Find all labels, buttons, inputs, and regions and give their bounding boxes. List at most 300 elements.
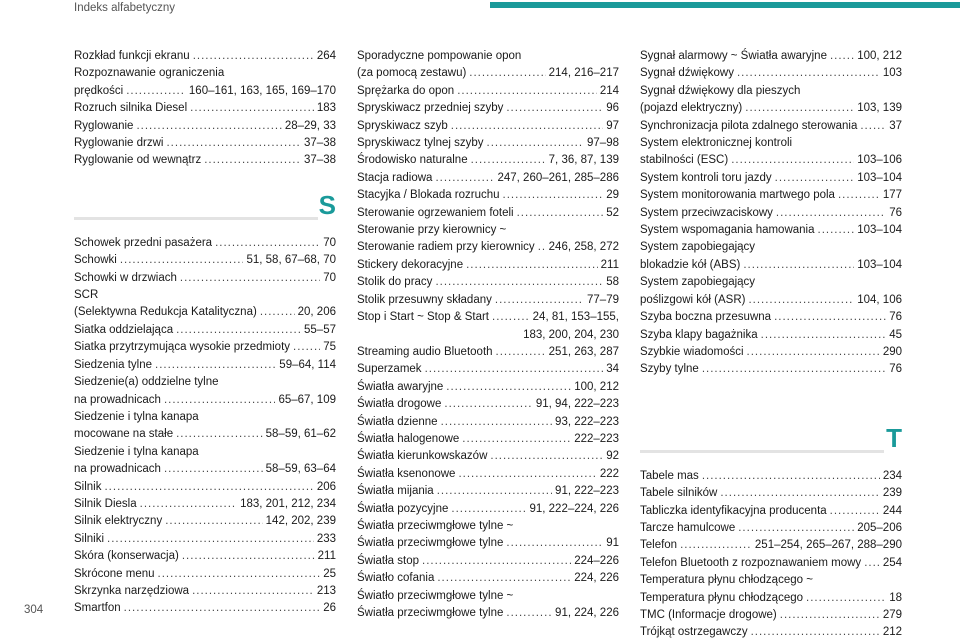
entry-term: Tabele silników — [640, 487, 718, 500]
index-line — [357, 361, 619, 378]
index-line — [74, 357, 336, 374]
index-entry — [74, 48, 336, 65]
page-number: 304 — [24, 604, 44, 616]
dot-leader — [487, 135, 584, 152]
entry-term: Szyby tylne — [640, 363, 699, 376]
entry-term: poślizgowi kół (ASR) — [640, 293, 746, 306]
dot-leader — [462, 431, 571, 448]
entry-term: System zapobiegający — [640, 241, 756, 254]
index-entry — [74, 357, 336, 374]
index-line — [357, 570, 619, 587]
dot-leader — [506, 605, 552, 622]
entry-term: Światła pozycyjne — [357, 502, 449, 515]
dot-leader — [435, 274, 603, 291]
entry-term: Ryglowanie — [74, 119, 134, 132]
page-ref: 91, 222–224, 226 — [529, 502, 619, 515]
index-line — [74, 426, 336, 443]
index-line — [74, 479, 336, 496]
index-entry — [357, 588, 619, 623]
entry-term: Światła drogowe — [357, 398, 442, 411]
index-entry — [74, 322, 336, 339]
page-ref: 28–29, 33 — [284, 119, 336, 132]
entry-term: Światła halogenowe — [357, 432, 460, 445]
index-entry — [74, 287, 336, 322]
letter-rule — [74, 217, 318, 220]
index-line — [74, 339, 336, 356]
entry-term: Sprężarka do opon — [357, 84, 455, 97]
index-entry — [74, 600, 336, 617]
dot-leader — [446, 379, 571, 396]
index-entry — [640, 503, 902, 520]
entry-term: stabilności (ESC) — [640, 154, 729, 167]
entry-term: na prowadnicach — [74, 463, 161, 476]
page-ref: 76 — [889, 206, 902, 219]
index-line — [357, 100, 619, 117]
page-ref: 103, 139 — [857, 102, 902, 115]
entry-term: Sterowanie radiem przy kierownicy — [357, 241, 535, 254]
page-ref: 96 — [606, 102, 619, 115]
index-column-2 — [357, 48, 619, 622]
index-entry — [640, 361, 902, 378]
dot-leader — [176, 426, 263, 443]
index-line — [640, 607, 902, 624]
index-entry — [640, 309, 902, 326]
dot-leader — [204, 152, 301, 169]
index-entry — [640, 327, 902, 344]
entry-term: Środowisko naturalne — [357, 154, 468, 167]
entry-term: Siedzenie i tylna kanapa — [74, 445, 199, 458]
entry-term: Sygnał dźwiękowy dla pieszych — [640, 84, 801, 97]
page-ref: 251–254, 265–267, 288–290 — [754, 539, 902, 552]
entry-term: (Selektywna Redukcja Katalityczna) — [74, 306, 257, 319]
page-ref: 254 — [882, 556, 902, 569]
entry-term: Ryglowanie od wewnątrz — [74, 154, 202, 167]
entry-term: Rozpoznawanie ograniczenia — [74, 67, 225, 80]
entry-term: Stacja radiowa — [357, 171, 433, 184]
dot-leader — [506, 535, 603, 552]
entry-term: Tarcze hamulcowe — [640, 521, 736, 534]
index-line — [74, 118, 336, 135]
entry-term: Temperatura płynu chłodzącego — [640, 591, 804, 604]
index-entry — [74, 496, 336, 513]
index-entry — [357, 396, 619, 413]
dot-leader — [471, 152, 546, 169]
index-line — [640, 590, 902, 607]
index-entry — [640, 555, 902, 572]
page-ref: 224, 226 — [574, 572, 619, 585]
index-entry — [357, 187, 619, 204]
index-entry — [357, 152, 619, 169]
page-ref: 142, 202, 239 — [265, 515, 336, 528]
page-ref: 58 — [606, 276, 619, 289]
entry-term: Telefon — [640, 539, 678, 552]
dot-leader — [180, 270, 320, 287]
index-line — [640, 274, 902, 291]
index-line — [357, 379, 619, 396]
index-entry — [640, 205, 902, 222]
dot-leader — [702, 468, 880, 485]
index-entry — [74, 531, 336, 548]
index-line — [640, 555, 902, 572]
entries-s-continued — [357, 48, 619, 622]
index-entry — [357, 379, 619, 396]
index-line — [74, 409, 336, 426]
page-ref: 70 — [323, 271, 336, 284]
index-entry — [74, 135, 336, 152]
entry-term: Tabele mas — [640, 469, 699, 482]
entry-term: Sygnał dźwiękowy — [640, 67, 734, 80]
entry-term: Siedzenie i tylna kanapa — [74, 410, 199, 423]
page-ref: 233 — [316, 532, 336, 545]
dot-leader — [774, 309, 886, 326]
index-line — [74, 600, 336, 617]
index-entry — [357, 361, 619, 378]
index-line — [74, 100, 336, 117]
dot-leader — [126, 83, 186, 100]
entry-term: Silnik — [74, 480, 102, 493]
entry-term: Stickery dekoracyjne — [357, 258, 464, 271]
entry-term: Siatka oddzielająca — [74, 323, 174, 336]
index-line — [74, 392, 336, 409]
index-line — [74, 235, 336, 252]
entry-term: TMC (Informacje drogowe) — [640, 608, 777, 621]
index-entry — [357, 222, 619, 257]
index-entry — [357, 518, 619, 553]
index-line — [640, 222, 902, 239]
index-entry — [357, 170, 619, 187]
page-ref: 247, 260–261, 285–286 — [497, 171, 619, 184]
entry-term: Rozkład funkcji ekranu — [74, 50, 190, 62]
entry-term: Siedzenie(a) oddzielne tylne — [74, 376, 219, 389]
page-ref: 206 — [316, 480, 336, 493]
dot-leader — [830, 48, 854, 65]
index-line — [357, 588, 619, 605]
dot-leader — [469, 65, 545, 82]
entry-term: Stolik do pracy — [357, 276, 433, 289]
index-entry — [357, 466, 619, 483]
index-line — [357, 327, 619, 344]
index-entry — [357, 483, 619, 500]
dot-leader — [190, 100, 314, 117]
page-ref: 222 — [599, 467, 619, 480]
index-entry — [357, 448, 619, 465]
index-line — [357, 431, 619, 448]
index-line — [640, 100, 902, 117]
index-line — [74, 461, 336, 478]
index-entry — [357, 501, 619, 518]
index-line — [74, 374, 336, 391]
entry-term: (za pomocą zestawu) — [357, 67, 467, 80]
page-ref: 91, 224, 226 — [555, 607, 619, 619]
page-ref: 37–38 — [304, 154, 336, 167]
index-line — [357, 257, 619, 274]
dot-leader — [176, 322, 301, 339]
dot-leader — [466, 257, 598, 274]
page-ref: 103 — [882, 67, 902, 80]
index-line — [357, 518, 619, 535]
dot-leader — [720, 485, 879, 502]
dot-leader — [437, 483, 552, 500]
page-ref: 77–79 — [587, 293, 619, 306]
entry-term: Temperatura płynu chłodzącego ~ — [640, 574, 813, 587]
index-line — [74, 444, 336, 461]
page-ref: 93, 222–223 — [555, 415, 619, 428]
dot-leader — [444, 396, 532, 413]
index-line — [357, 344, 619, 361]
page-ref: 37–38 — [304, 137, 336, 150]
entry-term: Światła ksenonowe — [357, 467, 456, 480]
section-letter-s: S — [318, 189, 336, 220]
dot-leader — [490, 448, 603, 465]
entry-term: Stolik przesuwny składany — [357, 293, 492, 306]
page-ref: 214, 216–217 — [548, 67, 619, 80]
page-ref: 244 — [882, 504, 902, 517]
index-line — [357, 309, 619, 326]
entry-term: Silnik Diesla — [74, 497, 137, 510]
entry-term: Światła przeciwmgłowe tylne — [357, 607, 504, 619]
index-entry — [357, 135, 619, 152]
entry-term: prędkości — [74, 84, 124, 97]
index-column-1 — [74, 48, 336, 618]
page-ref: 91 — [606, 537, 619, 550]
page-ref: 24, 81, 153–155, — [532, 311, 619, 324]
index-entry — [357, 118, 619, 135]
entries-sy — [640, 48, 902, 379]
dot-leader — [748, 292, 854, 309]
index-line — [640, 65, 902, 82]
dot-leader — [492, 309, 530, 326]
entry-term: Rozruch silnika Diesel — [74, 102, 188, 115]
page-ref: 234 — [882, 469, 902, 482]
page-ref: 70 — [323, 236, 336, 249]
index-line — [74, 152, 336, 169]
entry-term: Telefon Bluetooth z rozpoznawaniem mowy — [640, 556, 862, 569]
index-line — [357, 239, 619, 256]
dot-leader — [745, 100, 854, 117]
index-entry — [357, 48, 619, 83]
index-line — [640, 624, 902, 641]
page-ref: 100, 212 — [574, 380, 619, 393]
page-ref: 214 — [599, 84, 619, 97]
entry-term: Szyba boczna przesuwna — [640, 311, 772, 324]
index-line — [74, 531, 336, 548]
dot-leader — [164, 461, 263, 478]
index-entry — [357, 344, 619, 361]
page-ref: 91, 94, 222–223 — [535, 398, 619, 411]
dot-leader — [107, 531, 314, 548]
entry-term: System zapobiegający — [640, 276, 756, 289]
index-entry — [640, 118, 902, 135]
page-ref: 76 — [889, 311, 902, 324]
index-entry — [74, 513, 336, 530]
index-line — [357, 135, 619, 152]
entry-term: Światła mijania — [357, 485, 434, 498]
entry-term: Trójkąt ostrzegawczy — [640, 626, 748, 639]
index-entry — [640, 520, 902, 537]
page-ref: 76 — [889, 363, 902, 376]
index-line — [357, 483, 619, 500]
page-ref: 177 — [882, 189, 902, 202]
page-ref: 160–161, 163, 165, 169–170 — [188, 84, 336, 97]
dot-leader — [830, 503, 880, 520]
index-line — [357, 414, 619, 431]
entry-term: Streaming audio Bluetooth — [357, 345, 493, 358]
dot-leader — [158, 566, 321, 583]
index-entry — [357, 205, 619, 222]
dot-leader — [136, 118, 281, 135]
index-entry — [640, 48, 902, 65]
index-line — [74, 513, 336, 530]
section-letter-t: T — [886, 422, 902, 453]
index-entry — [74, 583, 336, 600]
dot-leader — [164, 392, 275, 409]
page-ref: 205–206 — [857, 521, 902, 534]
index-entry — [640, 607, 902, 624]
dot-leader — [818, 222, 855, 239]
entry-term: Schowki w drzwiach — [74, 271, 177, 284]
dot-leader — [425, 361, 604, 378]
entries-t — [640, 468, 902, 642]
index-line — [74, 83, 336, 100]
entry-term: SCR — [74, 289, 99, 302]
dot-leader — [503, 187, 604, 204]
index-line — [357, 535, 619, 552]
index-line — [74, 270, 336, 287]
index-entry — [74, 270, 336, 287]
index-line — [640, 205, 902, 222]
entry-term: mocowane na stałe — [74, 428, 174, 441]
index-entry — [640, 83, 902, 118]
dot-leader — [166, 135, 301, 152]
page-ref: 239 — [882, 487, 902, 500]
page-ref: 183, 201, 212, 234 — [240, 497, 336, 510]
index-entry — [74, 479, 336, 496]
index-line — [357, 448, 619, 465]
dot-leader — [761, 327, 887, 344]
entry-term: Światła dzienne — [357, 415, 438, 428]
entry-term: System monitorowania martwego pola — [640, 189, 835, 202]
index-line — [640, 170, 902, 187]
page-ref: 34 — [606, 363, 619, 376]
page-ref: 59–64, 114 — [279, 358, 336, 371]
entry-term: Światło przeciwmgłowe tylne ~ — [357, 589, 514, 602]
index-line — [640, 468, 902, 485]
index-entry — [74, 374, 336, 409]
entry-term: Szyba klapy bagażnika — [640, 328, 758, 341]
index-line — [74, 566, 336, 583]
entries-r — [74, 48, 336, 170]
index-entry — [74, 100, 336, 117]
index-entry — [640, 187, 902, 204]
entry-term: blokadzie kół (ABS) — [640, 258, 741, 271]
dot-leader — [517, 205, 604, 222]
entry-term: Siatka przytrzymująca wysokie przedmioty — [74, 341, 291, 354]
index-entry — [640, 65, 902, 82]
page-ref: 183 — [316, 102, 336, 115]
entry-term: System przeciwzaciskowy — [640, 206, 773, 219]
dot-leader — [743, 257, 854, 274]
dot-leader — [538, 239, 546, 256]
index-entry — [640, 537, 902, 554]
index-line — [357, 118, 619, 135]
index-line — [357, 605, 619, 622]
page-ref: 211 — [317, 550, 336, 563]
dot-leader — [775, 170, 855, 187]
dot-leader — [496, 344, 546, 361]
page-ref: 58–59, 63–64 — [265, 463, 336, 476]
index-line — [357, 553, 619, 570]
index-entry — [357, 414, 619, 431]
dot-leader — [120, 252, 244, 269]
entry-term: Skrócone menu — [74, 567, 155, 580]
index-line — [357, 274, 619, 291]
index-line — [640, 503, 902, 520]
index-line — [640, 327, 902, 344]
index-line — [357, 396, 619, 413]
index-line — [640, 48, 902, 65]
page-ref: 100, 212 — [857, 50, 902, 62]
header-accent-bar — [490, 2, 960, 8]
index-line — [74, 496, 336, 513]
index-entry — [357, 257, 619, 274]
index-entry — [640, 624, 902, 641]
dot-leader — [731, 152, 854, 169]
index-entry — [74, 65, 336, 100]
index-line — [74, 252, 336, 269]
index-entry — [357, 83, 619, 100]
dot-leader — [451, 118, 603, 135]
page-ref: 246, 258, 272 — [548, 241, 619, 254]
entry-term: Sygnał alarmowy ~ Światła awaryjne — [640, 50, 827, 62]
index-line — [640, 257, 902, 274]
index-entry — [357, 274, 619, 291]
dot-leader — [215, 235, 320, 252]
dot-leader — [165, 513, 262, 530]
page-ref: 279 — [882, 608, 902, 621]
dot-leader — [751, 624, 880, 641]
page-ref: 213 — [316, 584, 336, 597]
entry-term: Światło cofania — [357, 572, 435, 585]
dot-leader — [680, 537, 752, 554]
page-ref: 103–104 — [857, 258, 902, 271]
page-ref: 290 — [882, 345, 902, 358]
dot-leader — [457, 83, 597, 100]
page-ref: 58–59, 61–62 — [265, 428, 336, 441]
page-ref: 222–223 — [574, 432, 619, 445]
dot-leader — [124, 600, 321, 617]
page-ref: 7, 36, 87, 139 — [548, 154, 619, 167]
page-ref: 92 — [606, 450, 619, 463]
page-ref: 51, 58, 67–68, 70 — [246, 254, 336, 267]
index-entry — [640, 344, 902, 361]
page-ref: 20, 206 — [297, 306, 336, 319]
section-title: Indeks alfabetyczny — [74, 2, 176, 14]
letter-rule — [640, 450, 884, 453]
index-entry — [640, 135, 902, 170]
page-ref: 97 — [606, 119, 619, 132]
entry-term: Siedzenia tylne — [74, 358, 152, 371]
entry-term: System elektronicznej kontroli — [640, 137, 793, 150]
entry-term: Światła awaryjne — [357, 380, 444, 393]
entry-term: Światła przeciwmgłowe tylne — [357, 537, 504, 550]
entry-term: Synchronizacja pilota zdalnego sterowania — [640, 119, 858, 132]
page-ref: 103–106 — [857, 154, 902, 167]
index-line — [357, 65, 619, 82]
dot-leader — [104, 479, 313, 496]
index-line — [357, 170, 619, 187]
page-ref: 45 — [889, 328, 902, 341]
index-line — [357, 501, 619, 518]
